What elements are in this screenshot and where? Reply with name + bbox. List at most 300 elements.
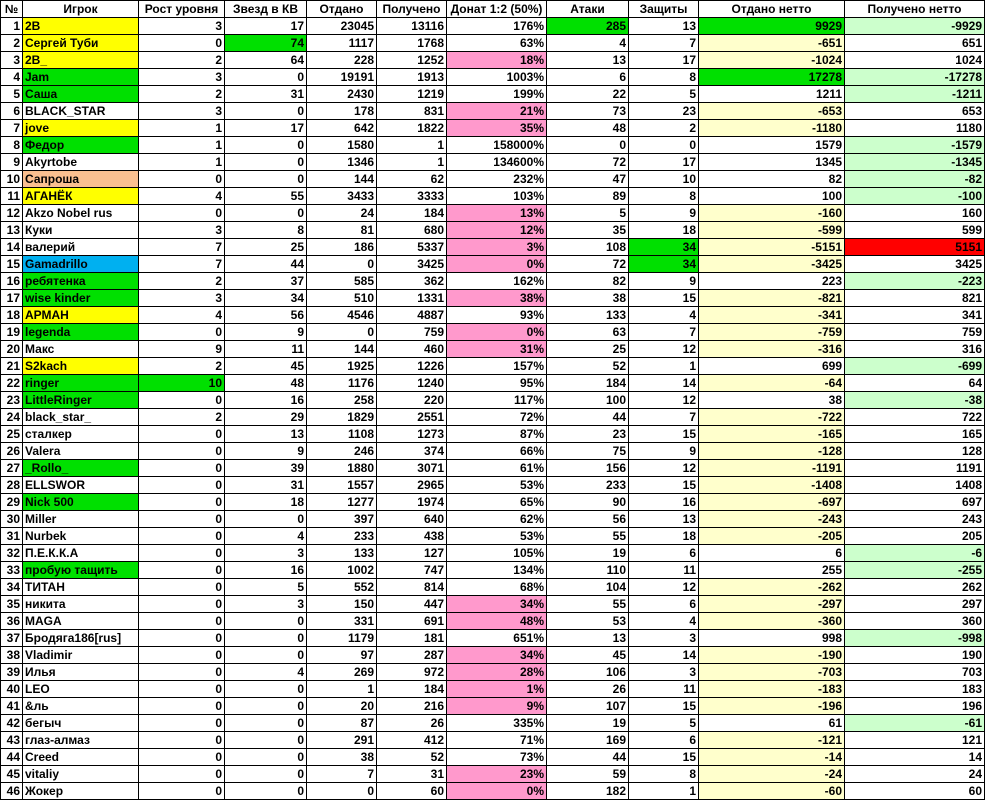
cell-player[interactable]: ringer xyxy=(23,375,139,392)
cell-defenses[interactable]: 3 xyxy=(629,630,699,647)
cell-defenses[interactable]: 12 xyxy=(629,392,699,409)
header-given-net[interactable]: Отдано нетто xyxy=(699,1,845,18)
cell-given-net[interactable]: 255 xyxy=(699,562,845,579)
cell-player[interactable]: никита xyxy=(23,596,139,613)
cell-war-stars[interactable]: 39 xyxy=(225,460,307,477)
cell-received-net[interactable]: 60 xyxy=(845,783,985,800)
cell-war-stars[interactable]: 0 xyxy=(225,171,307,188)
cell-given[interactable]: 19191 xyxy=(307,69,377,86)
cell-given[interactable]: 552 xyxy=(307,579,377,596)
cell-level-growth[interactable]: 0 xyxy=(139,715,225,732)
cell-defenses[interactable]: 9 xyxy=(629,205,699,222)
cell-attacks[interactable]: 19 xyxy=(547,545,629,562)
cell-player[interactable]: Саша xyxy=(23,86,139,103)
cell-received-net[interactable]: 1180 xyxy=(845,120,985,137)
cell-level-growth[interactable]: 0 xyxy=(139,647,225,664)
cell-received-net[interactable]: 653 xyxy=(845,103,985,120)
cell-war-stars[interactable]: 0 xyxy=(225,698,307,715)
cell-given[interactable]: 1880 xyxy=(307,460,377,477)
cell-received[interactable]: 438 xyxy=(377,528,447,545)
cell-attacks[interactable]: 110 xyxy=(547,562,629,579)
cell-player[interactable]: &ль xyxy=(23,698,139,715)
cell-level-growth[interactable]: 3 xyxy=(139,103,225,120)
cell-defenses[interactable]: 13 xyxy=(629,511,699,528)
cell-player[interactable]: 2B xyxy=(23,18,139,35)
cell-player[interactable]: Илья xyxy=(23,664,139,681)
cell-war-stars[interactable]: 31 xyxy=(225,477,307,494)
cell-received[interactable]: 3333 xyxy=(377,188,447,205)
cell-war-stars[interactable]: 5 xyxy=(225,579,307,596)
cell-war-stars[interactable]: 0 xyxy=(225,630,307,647)
cell-received[interactable]: 184 xyxy=(377,681,447,698)
cell-given-net[interactable]: -651 xyxy=(699,35,845,52)
cell-defenses[interactable]: 34 xyxy=(629,239,699,256)
cell-received[interactable]: 60 xyxy=(377,783,447,800)
cell-player[interactable]: Vladimir xyxy=(23,647,139,664)
cell-attacks[interactable]: 44 xyxy=(547,409,629,426)
cell-number[interactable]: 33 xyxy=(1,562,23,579)
cell-player[interactable]: Бродяга186[rus] xyxy=(23,630,139,647)
cell-received-net[interactable]: -1211 xyxy=(845,86,985,103)
cell-donation-ratio[interactable]: 34% xyxy=(447,647,547,664)
cell-defenses[interactable]: 6 xyxy=(629,732,699,749)
header-war-stars[interactable]: Звезд в КВ xyxy=(225,1,307,18)
cell-received-net[interactable]: 651 xyxy=(845,35,985,52)
cell-level-growth[interactable]: 0 xyxy=(139,749,225,766)
cell-attacks[interactable]: 26 xyxy=(547,681,629,698)
cell-received-net[interactable]: -1579 xyxy=(845,137,985,154)
cell-received-net[interactable]: 759 xyxy=(845,324,985,341)
header-received-net[interactable]: Получено нетто xyxy=(845,1,985,18)
cell-received-net[interactable]: 5151 xyxy=(845,239,985,256)
cell-defenses[interactable]: 15 xyxy=(629,749,699,766)
cell-received[interactable]: 362 xyxy=(377,273,447,290)
cell-player[interactable]: BLACK_STAR xyxy=(23,103,139,120)
cell-received-net[interactable]: 190 xyxy=(845,647,985,664)
cell-donation-ratio[interactable]: 93% xyxy=(447,307,547,324)
cell-given[interactable]: 233 xyxy=(307,528,377,545)
cell-attacks[interactable]: 72 xyxy=(547,154,629,171)
cell-level-growth[interactable]: 0 xyxy=(139,511,225,528)
cell-player[interactable]: legenda xyxy=(23,324,139,341)
cell-received-net[interactable]: -1345 xyxy=(845,154,985,171)
cell-received[interactable]: 814 xyxy=(377,579,447,596)
cell-received[interactable]: 972 xyxy=(377,664,447,681)
cell-war-stars[interactable]: 16 xyxy=(225,392,307,409)
cell-received[interactable]: 13116 xyxy=(377,18,447,35)
cell-given[interactable]: 1002 xyxy=(307,562,377,579)
cell-received-net[interactable]: 128 xyxy=(845,443,985,460)
cell-number[interactable]: 11 xyxy=(1,188,23,205)
cell-received-net[interactable]: -699 xyxy=(845,358,985,375)
cell-received-net[interactable]: 1408 xyxy=(845,477,985,494)
cell-given-net[interactable]: -60 xyxy=(699,783,845,800)
cell-given[interactable]: 133 xyxy=(307,545,377,562)
cell-number[interactable]: 25 xyxy=(1,426,23,443)
cell-given[interactable]: 178 xyxy=(307,103,377,120)
cell-donation-ratio[interactable]: 66% xyxy=(447,443,547,460)
cell-given[interactable]: 144 xyxy=(307,341,377,358)
cell-given[interactable]: 4546 xyxy=(307,307,377,324)
cell-defenses[interactable]: 4 xyxy=(629,307,699,324)
cell-given[interactable]: 150 xyxy=(307,596,377,613)
cell-received[interactable]: 3425 xyxy=(377,256,447,273)
cell-defenses[interactable]: 13 xyxy=(629,18,699,35)
cell-received-net[interactable]: 262 xyxy=(845,579,985,596)
cell-donation-ratio[interactable]: 134600% xyxy=(447,154,547,171)
cell-war-stars[interactable]: 56 xyxy=(225,307,307,324)
cell-defenses[interactable]: 8 xyxy=(629,188,699,205)
cell-defenses[interactable]: 6 xyxy=(629,596,699,613)
cell-level-growth[interactable]: 3 xyxy=(139,222,225,239)
cell-received[interactable]: 374 xyxy=(377,443,447,460)
cell-donation-ratio[interactable]: 28% xyxy=(447,664,547,681)
cell-defenses[interactable]: 23 xyxy=(629,103,699,120)
cell-received-net[interactable]: 64 xyxy=(845,375,985,392)
cell-attacks[interactable]: 22 xyxy=(547,86,629,103)
cell-donation-ratio[interactable]: 71% xyxy=(447,732,547,749)
cell-attacks[interactable]: 38 xyxy=(547,290,629,307)
cell-war-stars[interactable]: 17 xyxy=(225,120,307,137)
cell-war-stars[interactable]: 0 xyxy=(225,783,307,800)
cell-given[interactable]: 1925 xyxy=(307,358,377,375)
cell-player[interactable]: ELLSWOR xyxy=(23,477,139,494)
cell-received[interactable]: 181 xyxy=(377,630,447,647)
cell-given-net[interactable]: -128 xyxy=(699,443,845,460)
cell-donation-ratio[interactable]: 232% xyxy=(447,171,547,188)
cell-player[interactable]: _Rollo_ xyxy=(23,460,139,477)
cell-number[interactable]: 28 xyxy=(1,477,23,494)
cell-attacks[interactable]: 13 xyxy=(547,630,629,647)
cell-received-net[interactable]: 341 xyxy=(845,307,985,324)
cell-player[interactable]: 2B_ xyxy=(23,52,139,69)
cell-given[interactable]: 258 xyxy=(307,392,377,409)
cell-level-growth[interactable]: 3 xyxy=(139,69,225,86)
cell-given[interactable]: 7 xyxy=(307,766,377,783)
cell-given-net[interactable]: 17278 xyxy=(699,69,845,86)
cell-given[interactable]: 81 xyxy=(307,222,377,239)
cell-given-net[interactable]: -360 xyxy=(699,613,845,630)
cell-received[interactable]: 680 xyxy=(377,222,447,239)
cell-received-net[interactable]: 3425 xyxy=(845,256,985,273)
cell-given[interactable]: 186 xyxy=(307,239,377,256)
cell-given-net[interactable]: -165 xyxy=(699,426,845,443)
cell-defenses[interactable]: 17 xyxy=(629,154,699,171)
cell-received-net[interactable]: 24 xyxy=(845,766,985,783)
cell-level-growth[interactable]: 3 xyxy=(139,290,225,307)
cell-donation-ratio[interactable]: 35% xyxy=(447,120,547,137)
cell-donation-ratio[interactable]: 0% xyxy=(447,324,547,341)
cell-defenses[interactable]: 3 xyxy=(629,664,699,681)
cell-given[interactable]: 246 xyxy=(307,443,377,460)
cell-attacks[interactable]: 56 xyxy=(547,511,629,528)
cell-attacks[interactable]: 108 xyxy=(547,239,629,256)
cell-given[interactable]: 87 xyxy=(307,715,377,732)
cell-given[interactable]: 97 xyxy=(307,647,377,664)
cell-player[interactable]: Сапроша xyxy=(23,171,139,188)
cell-number[interactable]: 45 xyxy=(1,766,23,783)
cell-donation-ratio[interactable]: 18% xyxy=(447,52,547,69)
cell-donation-ratio[interactable]: 158000% xyxy=(447,137,547,154)
cell-player[interactable]: wise kinder xyxy=(23,290,139,307)
cell-war-stars[interactable]: 37 xyxy=(225,273,307,290)
cell-war-stars[interactable]: 4 xyxy=(225,664,307,681)
cell-level-growth[interactable]: 0 xyxy=(139,426,225,443)
cell-given[interactable]: 0 xyxy=(307,256,377,273)
cell-level-growth[interactable]: 1 xyxy=(139,137,225,154)
cell-given[interactable]: 0 xyxy=(307,324,377,341)
cell-war-stars[interactable]: 0 xyxy=(225,766,307,783)
cell-received[interactable]: 3071 xyxy=(377,460,447,477)
cell-given[interactable]: 1580 xyxy=(307,137,377,154)
cell-donation-ratio[interactable]: 61% xyxy=(447,460,547,477)
cell-level-growth[interactable]: 4 xyxy=(139,307,225,324)
cell-level-growth[interactable]: 4 xyxy=(139,188,225,205)
header-received[interactable]: Получено xyxy=(377,1,447,18)
cell-war-stars[interactable]: 16 xyxy=(225,562,307,579)
cell-war-stars[interactable]: 0 xyxy=(225,732,307,749)
cell-number[interactable]: 46 xyxy=(1,783,23,800)
cell-attacks[interactable]: 53 xyxy=(547,613,629,630)
cell-given-net[interactable]: 6 xyxy=(699,545,845,562)
cell-level-growth[interactable]: 7 xyxy=(139,256,225,273)
cell-level-growth[interactable]: 2 xyxy=(139,358,225,375)
cell-player[interactable]: бегыч xyxy=(23,715,139,732)
cell-defenses[interactable]: 17 xyxy=(629,52,699,69)
cell-war-stars[interactable]: 0 xyxy=(225,69,307,86)
cell-given-net[interactable]: -243 xyxy=(699,511,845,528)
cell-war-stars[interactable]: 18 xyxy=(225,494,307,511)
cell-level-growth[interactable]: 0 xyxy=(139,205,225,222)
cell-defenses[interactable]: 10 xyxy=(629,171,699,188)
cell-defenses[interactable]: 12 xyxy=(629,341,699,358)
cell-attacks[interactable]: 55 xyxy=(547,528,629,545)
cell-defenses[interactable]: 15 xyxy=(629,698,699,715)
cell-attacks[interactable]: 13 xyxy=(547,52,629,69)
cell-number[interactable]: 30 xyxy=(1,511,23,528)
cell-given-net[interactable]: -1024 xyxy=(699,52,845,69)
cell-defenses[interactable]: 7 xyxy=(629,409,699,426)
cell-war-stars[interactable]: 13 xyxy=(225,426,307,443)
cell-given[interactable]: 23045 xyxy=(307,18,377,35)
cell-given[interactable]: 1176 xyxy=(307,375,377,392)
cell-number[interactable]: 31 xyxy=(1,528,23,545)
cell-received-net[interactable]: 183 xyxy=(845,681,985,698)
cell-number[interactable]: 24 xyxy=(1,409,23,426)
cell-player[interactable]: Жокер xyxy=(23,783,139,800)
cell-received[interactable]: 216 xyxy=(377,698,447,715)
cell-given[interactable]: 2430 xyxy=(307,86,377,103)
cell-received[interactable]: 2551 xyxy=(377,409,447,426)
cell-received-net[interactable]: 165 xyxy=(845,426,985,443)
cell-player[interactable]: Федор xyxy=(23,137,139,154)
cell-attacks[interactable]: 0 xyxy=(547,137,629,154)
cell-player[interactable]: black_star_ xyxy=(23,409,139,426)
cell-defenses[interactable]: 16 xyxy=(629,494,699,511)
cell-donation-ratio[interactable]: 134% xyxy=(447,562,547,579)
cell-level-growth[interactable]: 0 xyxy=(139,732,225,749)
cell-number[interactable]: 19 xyxy=(1,324,23,341)
cell-given-net[interactable]: -3425 xyxy=(699,256,845,273)
cell-given-net[interactable]: -160 xyxy=(699,205,845,222)
cell-received-net[interactable]: 821 xyxy=(845,290,985,307)
cell-given[interactable]: 38 xyxy=(307,749,377,766)
cell-war-stars[interactable]: 0 xyxy=(225,511,307,528)
cell-received[interactable]: 1822 xyxy=(377,120,447,137)
cell-attacks[interactable]: 6 xyxy=(547,69,629,86)
cell-received[interactable]: 287 xyxy=(377,647,447,664)
cell-donation-ratio[interactable]: 48% xyxy=(447,613,547,630)
cell-given-net[interactable]: -1180 xyxy=(699,120,845,137)
cell-received[interactable]: 1252 xyxy=(377,52,447,69)
cell-received-net[interactable]: 697 xyxy=(845,494,985,511)
cell-given-net[interactable]: 9929 xyxy=(699,18,845,35)
cell-received-net[interactable]: 14 xyxy=(845,749,985,766)
cell-received[interactable]: 640 xyxy=(377,511,447,528)
cell-level-growth[interactable]: 0 xyxy=(139,630,225,647)
cell-war-stars[interactable]: 0 xyxy=(225,137,307,154)
cell-defenses[interactable]: 14 xyxy=(629,647,699,664)
cell-attacks[interactable]: 48 xyxy=(547,120,629,137)
cell-defenses[interactable]: 9 xyxy=(629,273,699,290)
cell-given-net[interactable]: 100 xyxy=(699,188,845,205)
cell-defenses[interactable]: 12 xyxy=(629,579,699,596)
cell-received-net[interactable]: -255 xyxy=(845,562,985,579)
cell-number[interactable]: 20 xyxy=(1,341,23,358)
header-given[interactable]: Отдано xyxy=(307,1,377,18)
cell-war-stars[interactable]: 3 xyxy=(225,545,307,562)
cell-level-growth[interactable]: 0 xyxy=(139,613,225,630)
cell-received-net[interactable]: 722 xyxy=(845,409,985,426)
cell-given-net[interactable]: 61 xyxy=(699,715,845,732)
cell-received-net[interactable]: 1191 xyxy=(845,460,985,477)
cell-given-net[interactable]: -1408 xyxy=(699,477,845,494)
cell-received-net[interactable]: 160 xyxy=(845,205,985,222)
cell-attacks[interactable]: 104 xyxy=(547,579,629,596)
cell-level-growth[interactable]: 0 xyxy=(139,392,225,409)
cell-attacks[interactable]: 100 xyxy=(547,392,629,409)
cell-defenses[interactable]: 8 xyxy=(629,69,699,86)
cell-war-stars[interactable]: 0 xyxy=(225,647,307,664)
cell-level-growth[interactable]: 10 xyxy=(139,375,225,392)
cell-player[interactable]: Gamadrillo xyxy=(23,256,139,273)
cell-war-stars[interactable]: 0 xyxy=(225,103,307,120)
cell-given[interactable]: 1829 xyxy=(307,409,377,426)
cell-attacks[interactable]: 106 xyxy=(547,664,629,681)
cell-given-net[interactable]: -262 xyxy=(699,579,845,596)
cell-number[interactable]: 18 xyxy=(1,307,23,324)
cell-number[interactable]: 14 xyxy=(1,239,23,256)
cell-given-net[interactable]: -183 xyxy=(699,681,845,698)
cell-received-net[interactable]: 599 xyxy=(845,222,985,239)
cell-given-net[interactable]: -1191 xyxy=(699,460,845,477)
cell-level-growth[interactable]: 0 xyxy=(139,562,225,579)
cell-player[interactable]: Куки xyxy=(23,222,139,239)
cell-donation-ratio[interactable]: 103% xyxy=(447,188,547,205)
cell-defenses[interactable]: 11 xyxy=(629,562,699,579)
cell-given-net[interactable]: -722 xyxy=(699,409,845,426)
cell-attacks[interactable]: 82 xyxy=(547,273,629,290)
cell-given-net[interactable]: -205 xyxy=(699,528,845,545)
cell-number[interactable]: 10 xyxy=(1,171,23,188)
cell-given[interactable]: 228 xyxy=(307,52,377,69)
cell-received-net[interactable]: 316 xyxy=(845,341,985,358)
cell-donation-ratio[interactable]: 1003% xyxy=(447,69,547,86)
cell-received[interactable]: 1974 xyxy=(377,494,447,511)
cell-defenses[interactable]: 15 xyxy=(629,426,699,443)
cell-donation-ratio[interactable]: 12% xyxy=(447,222,547,239)
cell-received[interactable]: 759 xyxy=(377,324,447,341)
cell-given[interactable]: 331 xyxy=(307,613,377,630)
header-level-growth[interactable]: Рост уровня xyxy=(139,1,225,18)
cell-given[interactable]: 642 xyxy=(307,120,377,137)
cell-defenses[interactable]: 8 xyxy=(629,766,699,783)
cell-received[interactable]: 1273 xyxy=(377,426,447,443)
cell-level-growth[interactable]: 0 xyxy=(139,783,225,800)
cell-war-stars[interactable]: 0 xyxy=(225,681,307,698)
cell-attacks[interactable]: 23 xyxy=(547,426,629,443)
cell-donation-ratio[interactable]: 73% xyxy=(447,749,547,766)
cell-war-stars[interactable]: 0 xyxy=(225,749,307,766)
cell-war-stars[interactable]: 0 xyxy=(225,154,307,171)
cell-number[interactable]: 16 xyxy=(1,273,23,290)
cell-received[interactable]: 447 xyxy=(377,596,447,613)
cell-player[interactable]: глаз-алмаз xyxy=(23,732,139,749)
cell-war-stars[interactable]: 0 xyxy=(225,613,307,630)
cell-given[interactable]: 0 xyxy=(307,783,377,800)
cell-donation-ratio[interactable]: 105% xyxy=(447,545,547,562)
cell-donation-ratio[interactable]: 95% xyxy=(447,375,547,392)
cell-player[interactable]: Akyrtobe xyxy=(23,154,139,171)
cell-given-net[interactable]: 998 xyxy=(699,630,845,647)
cell-number[interactable]: 38 xyxy=(1,647,23,664)
cell-defenses[interactable]: 14 xyxy=(629,375,699,392)
cell-received[interactable]: 220 xyxy=(377,392,447,409)
cell-received[interactable]: 52 xyxy=(377,749,447,766)
cell-donation-ratio[interactable]: 176% xyxy=(447,18,547,35)
cell-received[interactable]: 127 xyxy=(377,545,447,562)
cell-given-net[interactable]: -316 xyxy=(699,341,845,358)
cell-number[interactable]: 35 xyxy=(1,596,23,613)
cell-player[interactable]: Creed xyxy=(23,749,139,766)
cell-donation-ratio[interactable]: 34% xyxy=(447,596,547,613)
cell-war-stars[interactable]: 31 xyxy=(225,86,307,103)
cell-war-stars[interactable]: 64 xyxy=(225,52,307,69)
cell-received[interactable]: 1 xyxy=(377,154,447,171)
cell-defenses[interactable]: 15 xyxy=(629,477,699,494)
cell-player[interactable]: Valera xyxy=(23,443,139,460)
cell-received[interactable]: 4887 xyxy=(377,307,447,324)
cell-given-net[interactable]: -821 xyxy=(699,290,845,307)
cell-number[interactable]: 40 xyxy=(1,681,23,698)
cell-given-net[interactable]: -196 xyxy=(699,698,845,715)
cell-attacks[interactable]: 4 xyxy=(547,35,629,52)
cell-donation-ratio[interactable]: 1% xyxy=(447,681,547,698)
cell-given[interactable]: 1108 xyxy=(307,426,377,443)
cell-player[interactable]: сталкер xyxy=(23,426,139,443)
cell-donation-ratio[interactable]: 53% xyxy=(447,477,547,494)
cell-given-net[interactable]: 1579 xyxy=(699,137,845,154)
cell-given[interactable]: 144 xyxy=(307,171,377,188)
cell-level-growth[interactable]: 3 xyxy=(139,18,225,35)
cell-level-growth[interactable]: 0 xyxy=(139,545,225,562)
cell-received-net[interactable]: 1024 xyxy=(845,52,985,69)
cell-received-net[interactable]: -998 xyxy=(845,630,985,647)
cell-player[interactable]: Jam xyxy=(23,69,139,86)
cell-war-stars[interactable]: 45 xyxy=(225,358,307,375)
cell-level-growth[interactable]: 9 xyxy=(139,341,225,358)
cell-player[interactable]: ТИТАН xyxy=(23,579,139,596)
